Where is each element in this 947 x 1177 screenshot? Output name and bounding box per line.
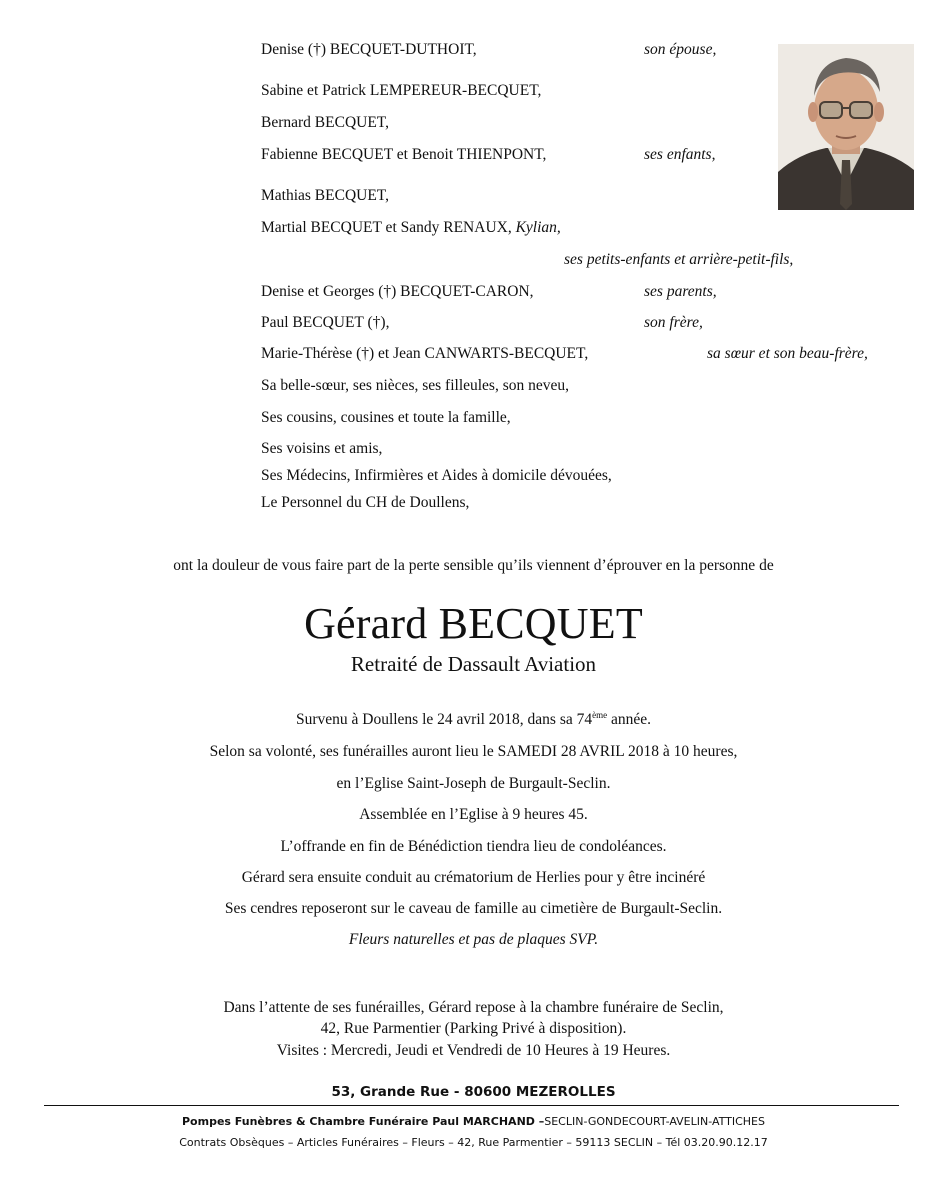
- deceased-photo: [778, 44, 914, 210]
- details-line-1: Selon sa volonté, ses funérailles auront lieu le SAMEDI 28 AVRIL 2018 à 10 heures,: [209, 743, 738, 760]
- family-child-1: Sabine et Patrick LEMPEREUR-BECQUET,: [261, 82, 542, 99]
- family-other-5: Le Personnel du CH de Doullens,: [261, 494, 470, 511]
- family-great-grandchild: Kylian,: [515, 219, 561, 236]
- visitation-line-2: 42, Rue Parmentier (Parking Privé à disposition).: [320, 1020, 627, 1037]
- footer-company: [0, 1116, 947, 1127]
- address-line: 53, Grande Rue - 80600 MEZEROLLES: [331, 1084, 616, 1100]
- death-line-ordinal: ème: [592, 709, 608, 720]
- deceased-name: Gérard BECQUET: [304, 599, 643, 648]
- portrait-image: [778, 44, 914, 210]
- family-grandchild-1: Mathias BECQUET,: [261, 187, 390, 204]
- footer-divider: [44, 1105, 899, 1106]
- details-line-4: L’offrande en fin de Bénédiction tiendra lieu de condoléances.: [280, 838, 667, 855]
- details-line-6: Ses cendres reposeront sur le caveau de famille au cimetière de Burgault-Seclin.: [224, 900, 723, 917]
- family-children-relation: ses enfants,: [644, 146, 716, 163]
- death-line: [0, 709, 947, 728]
- announcement-text: ont la douleur de vous faire part de la perte sensible qu’ils viennent d’éprouver en la personne de: [173, 557, 774, 574]
- visitation-line-3: Visites : Mercredi, Jeudi et Vendredi de 10 Heures à 19 Heures.: [276, 1042, 671, 1059]
- family-grandchild-2: [261, 220, 561, 236]
- family-brother-name: Paul BECQUET (†),: [261, 314, 390, 331]
- family-brother-relation: son frère,: [644, 314, 703, 331]
- details-line-3: Assemblée en l’Eglise à 9 heures 45.: [359, 806, 588, 823]
- family-sister-name: Marie-Thérèse (†) et Jean CANWARTS-BECQUET,: [261, 345, 589, 362]
- family-other-1: Sa belle-sœur, ses nièces, ses filleules, son neveu,: [261, 377, 570, 394]
- family-other-2: Ses cousins, cousines et toute la famille,: [261, 409, 511, 426]
- family-spouse-relation: son épouse,: [644, 41, 717, 58]
- visitation-line-1: Dans l’attente de ses funérailles, Gérard repose à la chambre funéraire de Seclin,: [223, 999, 724, 1016]
- footer-company-locations: SECLIN-GONDECOURT-AVELIN-ATTICHES: [544, 1115, 765, 1128]
- footer-company-name: Pompes Funèbres & Chambre Funéraire Paul MARCHAND –: [181, 1115, 545, 1128]
- family-other-3: Ses voisins et amis,: [261, 440, 383, 457]
- family-parents-name: Denise et Georges (†) BECQUET-CARON,: [261, 283, 534, 300]
- details-line-2: en l’Eglise Saint-Joseph de Burgault-Seclin.: [336, 775, 611, 792]
- death-line-end: année.: [607, 711, 652, 728]
- family-spouse-name: Denise (†) BECQUET-DUTHOIT,: [261, 41, 477, 58]
- death-line-start: Survenu à Doullens le 24 avril 2018, dans sa 74: [295, 711, 593, 728]
- family-parents-relation: ses parents,: [644, 283, 717, 300]
- family-child-3: Fabienne BECQUET et Benoit THIENPONT,: [261, 146, 547, 163]
- family-grandchildren-relation: ses petits-enfants et arrière-petit-fils,: [564, 251, 794, 268]
- family-sister-relation: sa sœur et son beau-frère,: [707, 345, 868, 362]
- family-child-2: Bernard BECQUET,: [261, 114, 389, 131]
- flowers-note: Fleurs naturelles et pas de plaques SVP.: [348, 931, 599, 948]
- family-other-4: Ses Médecins, Infirmières et Aides à domicile dévouées,: [261, 467, 612, 484]
- footer-services: Contrats Obsèques – Articles Funéraires – Fleurs – 42, Rue Parmentier – 59113 SECLIN – Tél 03.20.90.12.17: [179, 1136, 768, 1149]
- family-grandchild-2-name: Martial BECQUET et Sandy RENAUX,: [261, 219, 512, 236]
- details-line-5: Gérard sera ensuite conduit au crématorium de Herlies pour y être incinéré: [241, 869, 706, 886]
- deceased-title: Retraité de Dassault Aviation: [350, 652, 597, 676]
